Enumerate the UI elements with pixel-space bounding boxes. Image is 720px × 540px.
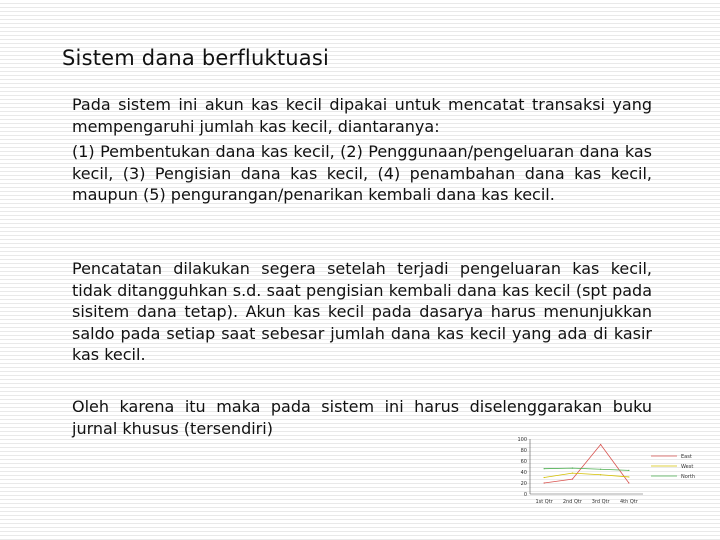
data-point <box>628 482 629 483</box>
data-point <box>600 469 601 470</box>
data-point <box>600 474 601 475</box>
x-tick-label: 1st Qtr <box>535 499 553 505</box>
y-tick-label: 100 <box>517 436 527 443</box>
paragraph-intro: Pada sistem ini akun kas kecil dipakai untuk mencatat transaksi yang mempengaruhi jumlah kas kecil, diantaranya: <box>72 95 652 136</box>
data-point <box>572 468 573 469</box>
x-tick-label: 2nd Qtr <box>562 499 582 505</box>
x-tick-label: 3rd Qtr <box>591 499 610 505</box>
paragraph-conclusion: Oleh karena itu maka pada sistem ini harus diselenggarakan buku jurnal khusus (tersendiri) <box>72 397 652 438</box>
data-point <box>544 468 545 469</box>
data-point <box>572 479 573 480</box>
legend-label: West <box>681 463 694 470</box>
paragraph-list: (1) Pembentukan dana kas kecil, (2) Penggunaan/pengeluaran dana kas kecil, (3) Pengisian dana kas kecil, (4) penambahan dana kas kecil, maupun (5) pengurangan/penarikan kembali dana kas kecil. <box>72 142 652 204</box>
legend-label: North <box>681 473 695 480</box>
y-tick-label: 0 <box>523 491 527 498</box>
y-tick-label: 20 <box>520 480 527 487</box>
series-line-east <box>544 445 629 484</box>
data-point <box>628 476 629 477</box>
y-tick-label: 80 <box>520 447 527 454</box>
data-point <box>600 444 601 445</box>
data-point <box>544 482 545 483</box>
legend-label: East <box>681 453 692 460</box>
series-line-north <box>544 468 629 470</box>
y-tick-label: 60 <box>520 458 527 465</box>
data-point <box>544 477 545 478</box>
paragraph-recording: Pencatatan dilakukan segera setelah terjadi pengeluaran kas kecil, tidak ditangguhkan s.d. saat pengisian kembali dana kas kecil (spt pada sisitem dana tetap). Akun kas kecil pada dasarya harus menunjukkan saldo pada setiap saat sebesar jumlah dana kas kecil yang ada di kasir kas kecil. <box>72 259 652 364</box>
y-tick-label: 40 <box>520 469 527 476</box>
series-line-west <box>544 473 629 477</box>
line-chart <box>508 434 698 516</box>
slide-title: Sistem dana berfluktuasi <box>62 46 330 70</box>
x-tick-label: 4th Qtr <box>619 499 638 505</box>
data-point <box>572 473 573 474</box>
data-point <box>628 470 629 471</box>
